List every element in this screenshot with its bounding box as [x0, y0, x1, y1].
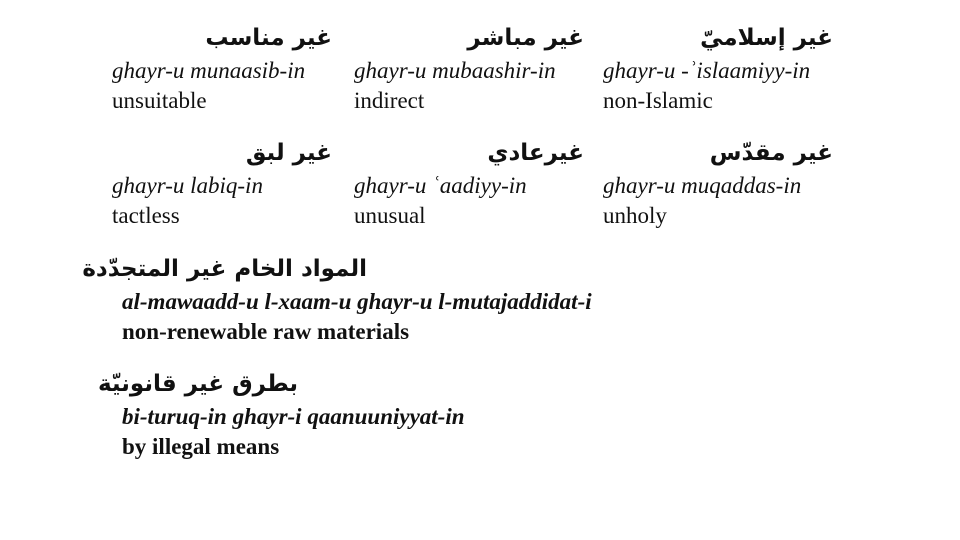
arabic-text: غير مقدّس [709, 140, 833, 166]
transliteration-text: bi-turuq-in ghayr-i qaanuuniyyat-in [122, 404, 465, 429]
transliteration-text: ghayr-u -ʾislaamiyy-in [603, 58, 811, 83]
arabic-text: غير إسلاميّ [700, 25, 833, 51]
arabic-text: غير مباشر [467, 25, 584, 51]
arabic-text: غير مناسب [205, 25, 332, 51]
english-gloss: by illegal means [122, 434, 280, 459]
english-gloss: non-Islamic [603, 88, 713, 113]
transliteration-text: ghayr-u labiq-in [112, 173, 263, 198]
english-gloss: tactless [112, 203, 180, 228]
arabic-text: غيرعادي [487, 140, 584, 166]
word-entry [603, 137, 833, 231]
phrase-entry [82, 253, 682, 347]
word-entry [112, 22, 332, 116]
english-gloss: indirect [354, 88, 425, 113]
word-entry [603, 22, 833, 116]
arabic-text: بطرق غير قانونيّة [97, 371, 298, 397]
word-entry [354, 137, 584, 231]
word-entry [112, 137, 332, 231]
arabic-text: المواد الخام غير المتجدّدة [82, 256, 367, 282]
transliteration-text: al-mawaadd-u l-xaam-u ghayr-u l-mutajaddidat-i [122, 289, 592, 314]
english-gloss: unholy [603, 203, 667, 228]
transliteration-text: ghayr-u ʿaadiyy-in [354, 173, 527, 198]
word-entry [354, 22, 584, 116]
english-gloss: unusual [354, 203, 426, 228]
english-gloss: unsuitable [112, 88, 207, 113]
transliteration-text: ghayr-u mubaashir-in [354, 58, 556, 83]
english-gloss: non-renewable raw materials [122, 319, 410, 344]
phrase-entry [97, 368, 682, 462]
arabic-text: غير لبق [245, 140, 332, 166]
transliteration-text: ghayr-u muqaddas-in [603, 173, 802, 198]
transliteration-text: ghayr-u munaasib-in [112, 58, 306, 83]
